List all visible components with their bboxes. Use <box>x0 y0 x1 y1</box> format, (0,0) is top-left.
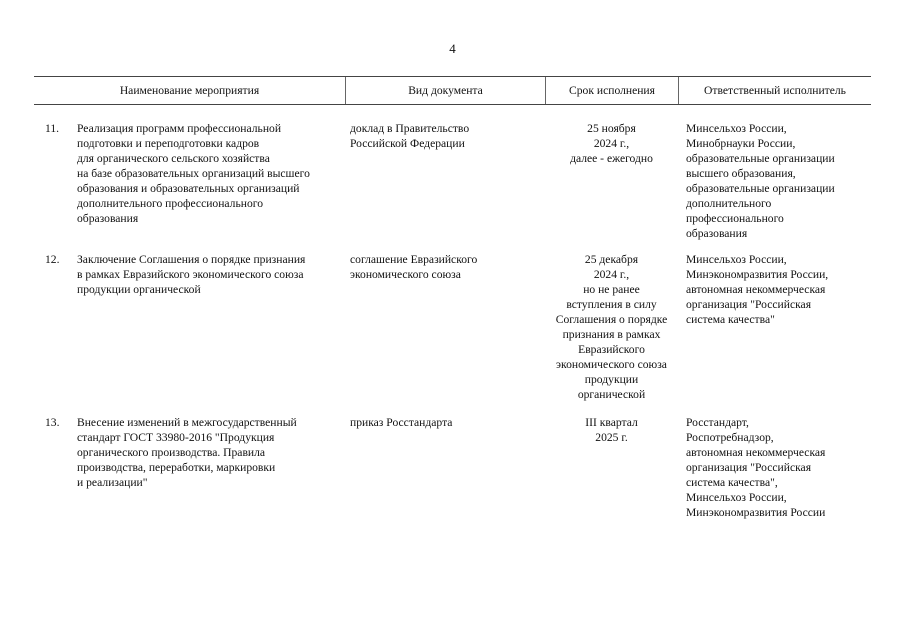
action-plan-table <box>34 76 871 519</box>
event-name: Заключение Соглашения о порядке признания в рамках Евразийского экономического союза продукции органической <box>77 253 306 296</box>
deadline: III квартал 2025 г. <box>585 416 638 444</box>
table-header <box>34 76 871 105</box>
document-type: соглашение Евразийского экономического союза <box>350 253 478 281</box>
responsible: Минсельхоз России, Минобрнауки России, образовательные организации высшего образования, образовательные организации дополнительного профессионального образования <box>686 122 835 240</box>
row-number: 12. <box>45 253 60 266</box>
document-type: доклад в Правительство Российской Федерации <box>350 122 470 150</box>
page-number: 4 <box>449 41 456 56</box>
header-event-name: Наименование мероприятия <box>119 84 260 97</box>
header-deadline: Срок исполнения <box>545 77 678 104</box>
responsible: Минсельхоз России, Минэкономразвития России, автономная некоммерческая организация "Российская система качества" <box>686 253 829 326</box>
responsible: Росстандарт, Роспотребнадзор, автономная некоммерческая организация "Российская система качества", Минсельхоз России, Минэкономразвития России <box>686 416 826 519</box>
event-name: Внесение изменений в межгосударственный стандарт ГОСТ 33980-2016 "Продукция органического производства. Правила производства, переработки, маркировки и реализации" <box>77 416 297 489</box>
document-type: приказ Росстандарта <box>350 416 453 429</box>
header-responsible: Ответственный исполнитель <box>678 77 871 104</box>
row-number: 13. <box>45 416 60 429</box>
row-number: 11. <box>45 122 60 135</box>
event-name: Реализация программ профессиональной подготовки и переподготовки кадров для органического сельского хозяйства на базе образовательных организаций высшего образования и образовательных организаций дополнительного профессионального образования <box>77 122 310 225</box>
deadline: 25 декабря 2024 г., но не ранее вступления в силу Соглашения о порядке признания в рамках Евразийского экономического союза продукции органической <box>555 253 668 401</box>
header-document-type: Вид документа <box>345 77 545 104</box>
deadline: 25 ноября 2024 г., далее - ежегодно <box>570 122 653 165</box>
